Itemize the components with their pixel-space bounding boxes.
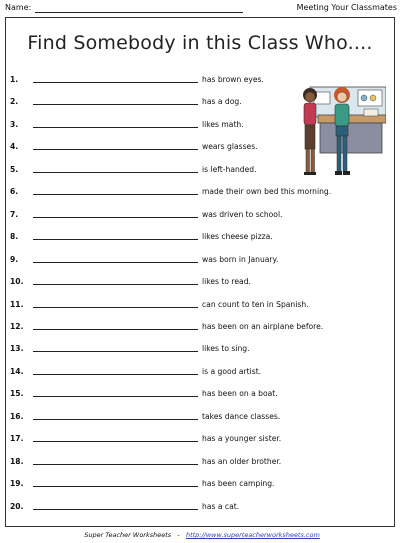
footer-separator: - bbox=[177, 531, 180, 539]
item-number: 11. bbox=[10, 299, 24, 309]
answer-blank-line[interactable] bbox=[33, 374, 198, 375]
item-number: 6. bbox=[10, 187, 19, 197]
item-text: is left-handed. bbox=[202, 164, 257, 174]
item-text: has been camping. bbox=[202, 479, 275, 489]
answer-blank-line[interactable] bbox=[33, 329, 198, 330]
worksheet-topic: Meeting Your Classmates bbox=[296, 3, 397, 12]
item-text: has been on an airplane before. bbox=[202, 321, 324, 331]
list-item bbox=[6, 253, 394, 267]
list-item bbox=[6, 320, 394, 334]
answer-blank-line[interactable] bbox=[33, 441, 198, 442]
answer-blank-line[interactable] bbox=[33, 486, 198, 487]
item-number: 14. bbox=[10, 366, 24, 376]
name-label: Name: bbox=[5, 3, 32, 12]
classmates-illustration-icon bbox=[300, 75, 386, 181]
list-item bbox=[6, 208, 394, 222]
item-text: can count to ten in Spanish. bbox=[202, 299, 309, 309]
item-number: 7. bbox=[10, 209, 19, 219]
item-number: 9. bbox=[10, 254, 19, 264]
item-number: 12. bbox=[10, 321, 24, 331]
item-text: has a dog. bbox=[202, 97, 242, 107]
list-item bbox=[6, 500, 394, 514]
list-item bbox=[6, 410, 394, 424]
list-item bbox=[6, 477, 394, 491]
name-blank-line[interactable] bbox=[35, 12, 243, 13]
list-item bbox=[6, 432, 394, 446]
answer-blank-line[interactable] bbox=[33, 262, 198, 263]
item-number: 16. bbox=[10, 411, 24, 421]
worksheet-title: Find Somebody in this Class Who.... bbox=[27, 32, 373, 54]
list-item bbox=[6, 185, 394, 199]
answer-blank-line[interactable] bbox=[33, 396, 198, 397]
answer-blank-line[interactable] bbox=[33, 284, 198, 285]
item-number: 15. bbox=[10, 389, 24, 399]
answer-blank-line[interactable] bbox=[33, 307, 198, 308]
item-number: 1. bbox=[10, 75, 19, 84]
answer-blank-line[interactable] bbox=[33, 104, 198, 105]
item-text: likes to read. bbox=[202, 277, 251, 287]
item-text: has been on a boat. bbox=[202, 389, 278, 399]
answer-blank-line[interactable] bbox=[33, 419, 198, 420]
answer-blank-line[interactable] bbox=[33, 464, 198, 465]
item-text: made their own bed this morning. bbox=[202, 187, 332, 197]
item-text: likes cheese pizza. bbox=[202, 232, 273, 242]
list-item bbox=[6, 298, 394, 312]
item-number: 10. bbox=[10, 277, 24, 287]
answer-blank-line[interactable] bbox=[33, 149, 198, 150]
answer-blank-line[interactable] bbox=[33, 217, 198, 218]
list-item bbox=[6, 387, 394, 401]
item-text: has a cat. bbox=[202, 501, 240, 511]
answer-blank-line[interactable] bbox=[33, 351, 198, 352]
item-number: 20. bbox=[10, 501, 24, 511]
answer-blank-line[interactable] bbox=[33, 194, 198, 195]
item-text: was driven to school. bbox=[202, 209, 283, 219]
list-item bbox=[6, 275, 394, 289]
worksheet-frame bbox=[5, 17, 395, 527]
answer-blank-line[interactable] bbox=[33, 127, 198, 128]
item-number: 3. bbox=[10, 119, 19, 129]
answer-blank-line[interactable] bbox=[33, 509, 198, 510]
item-text: takes dance classes. bbox=[202, 411, 281, 421]
list-item bbox=[6, 230, 394, 244]
item-number: 17. bbox=[10, 434, 24, 444]
item-text: has an older brother. bbox=[202, 456, 282, 466]
item-text: is a good artist. bbox=[202, 366, 262, 376]
item-text: has a younger sister. bbox=[202, 434, 282, 444]
item-number: 19. bbox=[10, 479, 24, 489]
item-text: was born in January. bbox=[202, 254, 279, 264]
worksheet-footer bbox=[0, 531, 404, 539]
item-number: 2. bbox=[10, 97, 19, 107]
item-text: has brown eyes. bbox=[202, 75, 264, 84]
footer-brand: Super Teacher Worksheets bbox=[84, 531, 172, 539]
answer-blank-line[interactable] bbox=[33, 82, 198, 83]
item-number: 13. bbox=[10, 344, 24, 354]
item-text: likes math. bbox=[202, 119, 244, 129]
item-number: 4. bbox=[10, 142, 19, 152]
item-text: likes to sing. bbox=[202, 344, 250, 354]
footer-url-link[interactable]: http://www.superteacherworksheets.com bbox=[185, 531, 320, 539]
item-number: 5. bbox=[10, 164, 19, 174]
item-text: wears glasses. bbox=[202, 142, 258, 152]
list-item bbox=[6, 455, 394, 469]
list-item bbox=[6, 342, 394, 356]
item-number: 8. bbox=[10, 232, 19, 242]
item-number: 18. bbox=[10, 456, 24, 466]
answer-blank-line[interactable] bbox=[33, 239, 198, 240]
list-item bbox=[6, 365, 394, 379]
worksheet-header bbox=[5, 2, 399, 14]
answer-blank-line[interactable] bbox=[33, 172, 198, 173]
